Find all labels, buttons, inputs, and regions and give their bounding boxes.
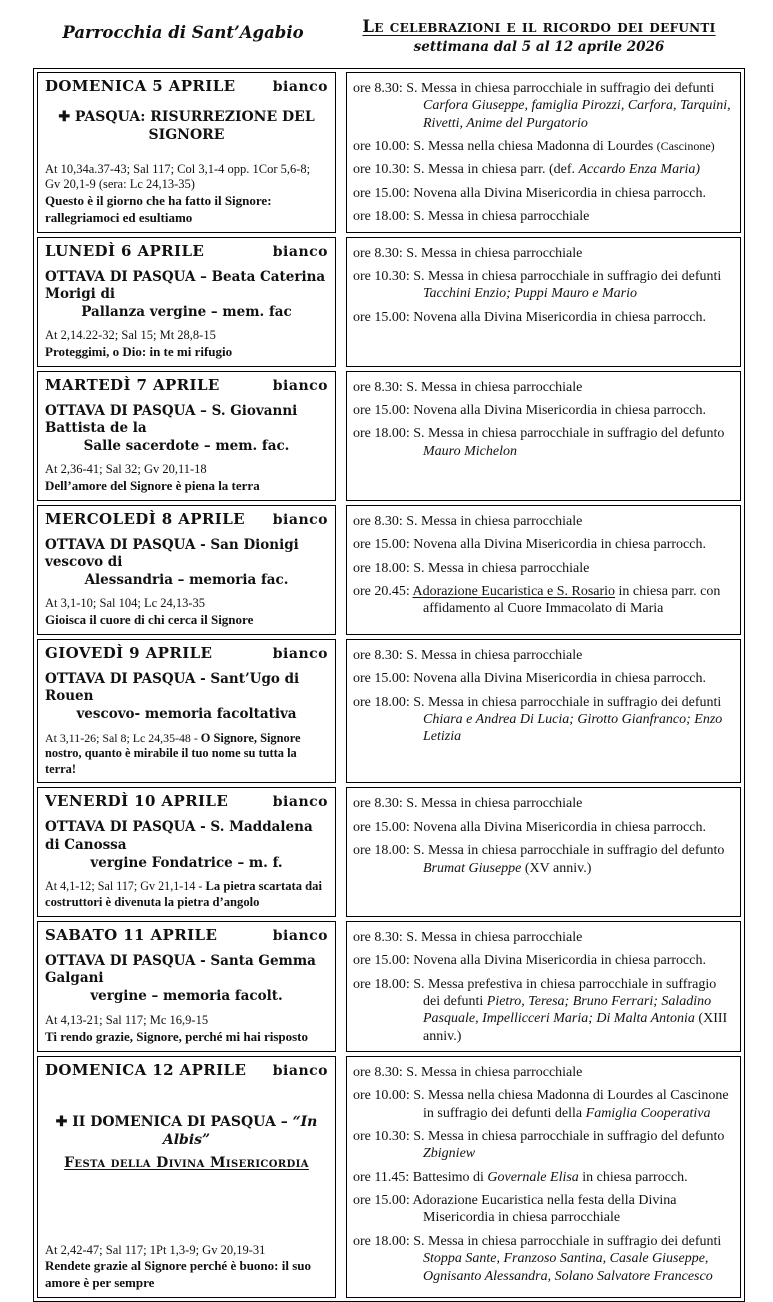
feast-line [45, 855, 328, 873]
event-entry [353, 379, 735, 396]
day-header [45, 926, 328, 944]
events-cell [346, 72, 741, 233]
schedule-table [33, 68, 745, 1302]
event-text-part: Novena alla Divina Misericordia in chiesa parrocch. [413, 953, 706, 969]
event-time: ore 15.00: [353, 819, 414, 835]
event-time: ore 15.00: [353, 953, 414, 969]
event-entry [353, 670, 735, 687]
event-text-part: S. Messa in chiesa parrocchiale in suffragio dei defunti [413, 1233, 722, 1249]
day-header [45, 376, 328, 394]
event-time: ore 18.00: [353, 843, 414, 859]
event-time: ore 18.00: [353, 976, 414, 992]
event-entry [353, 1128, 735, 1163]
day-header [45, 510, 328, 528]
day-info-cell [37, 371, 336, 501]
scripture-text-part: Dell’amore del Signore è piena la terra [45, 478, 260, 494]
feast-line [45, 304, 328, 322]
feast-block [45, 819, 328, 872]
event-time: ore 8.30: [353, 245, 407, 261]
event-entry [353, 185, 735, 202]
scripture-text-part: La pietra scartata dai costruttori è divenuta la pietra d’angolo [45, 879, 322, 909]
title-block [333, 10, 745, 55]
day-name: DOMENICA 12 APRILE [45, 1060, 247, 1079]
event-text-part: (XIII anniv.) [423, 1011, 728, 1044]
event-time: ore 18.00: [353, 209, 414, 225]
event-time: ore 10.30: [353, 268, 414, 284]
day-info-cell [37, 639, 336, 784]
event-entry [353, 309, 735, 326]
event-text-part: S. Messa in chiesa parrocchiale [406, 929, 583, 945]
events-cell [346, 237, 741, 367]
scripture-text-part: At 2,36-41; Sal 32; Gv 20,11-18 [45, 462, 207, 477]
event-entry [353, 138, 735, 155]
event-text-part: S. Messa prefestiva in chiesa parrocchiale in suffragio dei defunti [413, 976, 717, 1009]
feast-line [45, 403, 328, 438]
scripture-block [45, 872, 328, 911]
day-header [45, 644, 328, 662]
event-text-part: Zbigniew [423, 1146, 476, 1162]
event-entry [353, 1192, 735, 1227]
feast-line [45, 269, 328, 304]
feast-line [45, 1154, 328, 1172]
feast-line [45, 953, 328, 988]
events-cell [346, 1056, 741, 1298]
day-name: SABATO 11 APRILE [45, 925, 218, 944]
feast-text-part: Pallanza vergine – mem. fac [81, 303, 292, 320]
event-time: ore 8.30: [353, 796, 407, 812]
events-cell [346, 371, 741, 501]
event-text-part: Battesimo di [412, 1169, 488, 1185]
feast-line [45, 988, 328, 1006]
event-entry [353, 583, 735, 618]
event-text-part: (XV anniv.) [521, 860, 592, 876]
event-text-part: (Cascinone) [656, 139, 715, 154]
event-text-part: S. Messa in chiesa parrocchiale in suffragio del defunto [413, 843, 725, 859]
event-time: ore 8.30: [353, 513, 407, 529]
events-cell [346, 921, 741, 1052]
scripture-text-part: Ti rendo grazie, Signore, perché mi hai risposto [45, 1029, 309, 1045]
event-entry [353, 80, 735, 132]
event-text-part: Brumat Giuseppe [423, 860, 522, 876]
feast-text-part: OTTAVA DI PASQUA - S. Maddalena di Canossa [45, 819, 313, 853]
scripture-text-part: Rendete grazie al Signore perché è buono: il suo amore è per sempre [45, 1258, 312, 1291]
event-text-part: S. Messa in chiesa parrocchiale in suffragio del defunto [413, 1129, 725, 1145]
scripture-text-part: Gioisca il cuore di chi cerca il Signore [45, 612, 254, 628]
event-time: ore 15.00: [353, 403, 414, 419]
day-header [45, 1061, 328, 1079]
event-text-part: S. Messa in chiesa parrocchiale [413, 560, 590, 576]
liturgical-color: bianco [272, 377, 328, 394]
event-entry [353, 208, 735, 225]
event-entry [353, 842, 735, 877]
event-text-part: Novena alla Divina Misericordia in chiesa parrocch. [413, 403, 706, 419]
event-text-part: S. Messa in chiesa parrocchiale in suffragio dei defunti [413, 268, 722, 284]
day-info-cell [37, 237, 336, 367]
event-text-part: Carfora Giuseppe, famiglia Pirozzi, Carfora, Tarquini, Rivetti, Anime del Purgatorio [423, 98, 731, 131]
event-text-part: Accardo Enza Maria) [578, 162, 701, 178]
event-time: ore 15.00: [353, 1193, 413, 1209]
event-text-part: Famiglia Cooperativa [585, 1105, 711, 1121]
event-entry [353, 976, 735, 1045]
event-text-part: S. Messa in chiesa parrocchiale [413, 209, 590, 225]
day-header [45, 77, 328, 95]
event-entry [353, 536, 735, 553]
scripture-block [45, 321, 328, 361]
feast-text-part: OTTAVA DI PASQUA – Beata Caterina Morigi di [45, 268, 326, 303]
feast-block [45, 403, 328, 456]
scripture-text-part: At 4,1-12; Sal 117; Gv 21,1-14 - [45, 879, 206, 894]
feast-block [45, 953, 328, 1006]
event-entry [353, 245, 735, 262]
event-time: ore 18.00: [353, 1233, 414, 1249]
scripture-text-part: Questo è il giorno che ha fatto il Signore: rallegriamoci ed esultiamo [45, 193, 272, 225]
event-time: ore 15.00: [353, 185, 414, 201]
event-entry [353, 1064, 735, 1081]
liturgical-color: bianco [272, 243, 328, 260]
feast-text-part: OTTAVA DI PASQUA – S. Giovanni Battista de la [45, 402, 298, 437]
event-time: ore 11.45: [353, 1169, 413, 1185]
event-text-part: Novena alla Divina Misericordia in chiesa parrocch. [413, 537, 706, 553]
feast-block [45, 108, 328, 144]
day-name: MERCOLEDÌ 8 APRILE [45, 509, 245, 528]
event-time: ore 8.30: [353, 81, 407, 96]
scripture-text-part: At 2,14.22-32; Sal 15; Mt 28,8-15 [45, 328, 216, 343]
feast-text-part: vescovo- memoria facoltativa [76, 706, 297, 723]
event-time: ore 20.45: [353, 583, 413, 599]
liturgical-color: bianco [272, 645, 328, 662]
scripture-text-part: At 3,11-26; Sal 8; Lc 24,35-48 - [45, 730, 201, 745]
event-time: ore 8.30: [353, 1064, 407, 1080]
event-entry [353, 161, 735, 178]
event-text-part: S. Messa in chiesa parrocchiale in suffragio dei defunti [413, 694, 722, 710]
page-subtitle: settimana dal 5 al 12 aprile 2026 [413, 39, 665, 55]
event-entry [353, 1169, 735, 1186]
feast-line [45, 572, 328, 590]
day-name: DOMENICA 5 APRILE [45, 77, 236, 95]
event-text-part: S. Messa nella chiesa Madonna di Lourdes al Cascinone in suffragio dei defunti della [413, 1088, 729, 1121]
event-time: ore 8.30: [353, 379, 407, 395]
event-text-part: Adorazione Eucaristica nella festa della Divina Misericordia in chiesa parrocchiale [412, 1193, 677, 1226]
page-header [33, 10, 745, 68]
event-text-part: Pietro, Teresa; Bruno Ferrari; Saladino Pasquale, Impellicceri Maria; Di Malta Antonia [423, 993, 712, 1027]
day-name: VENERDÌ 10 APRILE [45, 792, 229, 811]
event-time: ore 15.00: [353, 309, 414, 325]
feast-line [45, 438, 328, 456]
event-text-part: in chiesa parrocch. [578, 1169, 688, 1185]
scripture-block [45, 155, 328, 227]
event-text-part: Adorazione Eucaristica e S. Rosario [412, 583, 616, 599]
feast-block [45, 1108, 328, 1178]
event-time: ore 18.00: [353, 560, 414, 576]
event-time: ore 10.00: [353, 1088, 414, 1104]
events-cell [346, 639, 741, 784]
feast-text-part: OTTAVA DI PASQUA - Sant’Ugo di Rouen [45, 670, 300, 705]
event-text-part: S. Messa in chiesa parrocchiale [406, 513, 583, 529]
feast-line [45, 537, 328, 572]
event-entry [353, 819, 735, 836]
scripture-block [45, 1006, 328, 1046]
event-time: ore 10.30: [353, 1129, 414, 1145]
event-text-part: Chiara e Andrea Di Lucia; Girotto Gianfranco; Enzo Letizia [423, 712, 723, 745]
feast-text-part: vergine Fondatrice – m. f. [90, 854, 283, 871]
feast-text-part: Salle sacerdote – mem. fac. [83, 437, 290, 454]
scripture-text-part: Proteggimi, o Dio: in te mi rifugio [45, 343, 233, 359]
day-name: MARTEDÌ 7 APRILE [45, 375, 220, 394]
feast-line [45, 1113, 328, 1149]
event-text-part: S. Messa in chiesa parrocchiale [406, 379, 583, 395]
event-entry [353, 268, 735, 303]
event-text-part: Governale Elisa [487, 1169, 579, 1185]
scripture-text-part: At 4,13-21; Sal 117; Mc 16,9-15 [45, 1013, 209, 1028]
feast-text-part: OTTAVA DI PASQUA - San Dionigi vescovo di [45, 536, 299, 571]
feast-line [45, 819, 328, 854]
feast-line [45, 671, 328, 706]
event-time: ore 10.00: [353, 139, 414, 155]
feast-line [45, 706, 328, 724]
event-text-part: Novena alla Divina Misericordia in chiesa parrocch. [413, 671, 706, 687]
day-info-cell [37, 921, 336, 1052]
page-title: Le celebrazioni e il ricordo dei defunti [362, 17, 716, 36]
liturgical-color: bianco [272, 927, 328, 944]
scripture-block [45, 589, 328, 629]
feast-block [45, 537, 328, 590]
parish-name: Parrocchia di Sant’Agabio [62, 23, 304, 42]
event-entry [353, 1087, 735, 1122]
event-time: ore 8.30: [353, 647, 407, 663]
feast-block [45, 269, 328, 322]
events-cell [346, 787, 741, 916]
event-text-part: S. Messa in chiesa parrocchiale [406, 796, 583, 812]
liturgical-color: bianco [272, 511, 328, 528]
day-name: GIOVEDÌ 9 APRILE [45, 643, 213, 662]
day-info-cell [37, 505, 336, 635]
event-text-part: Tacchini Enzio; Puppi Mauro e Mario [423, 286, 638, 302]
event-entry [353, 402, 735, 419]
day-header [45, 242, 328, 260]
scripture-block [45, 455, 328, 495]
feast-text-part: Festa della Divina Misericordia [64, 1155, 309, 1172]
event-text-part: Mauro Michelon [423, 443, 517, 459]
event-entry [353, 952, 735, 969]
feast-text-part: “In Albis” [162, 1114, 318, 1149]
event-time: ore 8.30: [353, 929, 407, 945]
feast-text-part: Alessandria – memoria fac. [84, 571, 289, 588]
feast-line [45, 108, 328, 144]
event-text-part: Novena alla Divina Misericordia in chiesa parrocch. [413, 185, 706, 201]
scripture-text-part: At 10,34a.37-43; Sal 117; Col 3,1-4 opp. 1Cor 5,6-8; Gv 20,1-9 (sera: Lc 24,13-35) [45, 161, 311, 192]
event-time: ore 15.00: [353, 537, 414, 553]
feast-block [45, 671, 328, 724]
scripture-block [45, 724, 328, 778]
scripture-text-part: O Signore, Signore nostro, quanto è mirabile il tuo nome su tutta la terra! [45, 730, 301, 776]
feast-text-part: ✚ PASQUA: RISURREZIONE DEL SIGNORE [58, 109, 315, 144]
event-text-part: Novena alla Divina Misericordia in chiesa parrocch. [413, 819, 706, 835]
event-text-part: S. Messa nella chiesa Madonna di Lourdes [413, 139, 657, 155]
event-text-part: in chiesa parr. con affidamento al Cuore Immacolato di Maria [423, 583, 721, 617]
day-info-cell [37, 72, 336, 233]
feast-text-part: vergine – memoria facolt. [90, 987, 283, 1004]
scripture-text-part: At 2,42-47; Sal 117; 1Pt 1,3-9; Gv 20,19-31 [45, 1242, 266, 1257]
feast-text-part: OTTAVA DI PASQUA - Santa Gemma Galgani [45, 952, 316, 987]
day-name: LUNEDÌ 6 APRILE [45, 241, 205, 260]
event-text-part: S. Messa in chiesa parr. (def. [413, 162, 579, 178]
event-entry [353, 694, 735, 746]
day-info-cell [37, 787, 336, 916]
event-time: ore 18.00: [353, 426, 414, 442]
day-info-cell [37, 1056, 336, 1298]
scripture-block [45, 1236, 328, 1292]
event-entry [353, 647, 735, 664]
event-time: ore 10.30: [353, 162, 414, 178]
event-text-part: S. Messa in chiesa parrocchiale [406, 647, 583, 663]
event-time: ore 15.00: [353, 671, 414, 687]
event-text-part: S. Messa in chiesa parrocchiale in suffragio del defunto [413, 426, 725, 442]
event-entry [353, 929, 735, 946]
scripture-text-part: At 3,1-10; Sal 104; Lc 24,13-35 [45, 596, 206, 611]
event-text-part: S. Messa in chiesa parrocchiale in suffragio dei defunti [406, 81, 715, 96]
event-entry [353, 513, 735, 530]
event-text-part: Stoppa Sante, Franzoso Santina, Casale Giuseppe, Ognisanto Alessandra, Solano Salvatore Francesco [423, 1251, 713, 1284]
events-cell [346, 505, 741, 635]
day-header [45, 792, 328, 810]
event-text-part: S. Messa in chiesa parrocchiale [406, 1064, 583, 1080]
event-entry [353, 795, 735, 812]
liturgical-color: bianco [272, 1062, 328, 1079]
liturgical-color: bianco [272, 794, 328, 811]
event-text-part: Novena alla Divina Misericordia in chiesa parrocch. [413, 309, 706, 325]
event-entry [353, 1233, 735, 1285]
feast-text-part: ✚ II DOMENICA DI PASQUA – [55, 1114, 293, 1131]
liturgical-color: bianco [272, 79, 328, 95]
event-entry [353, 560, 735, 577]
event-entry [353, 425, 735, 460]
event-time: ore 18.00: [353, 694, 414, 710]
event-text-part: S. Messa in chiesa parrocchiale [406, 245, 583, 261]
